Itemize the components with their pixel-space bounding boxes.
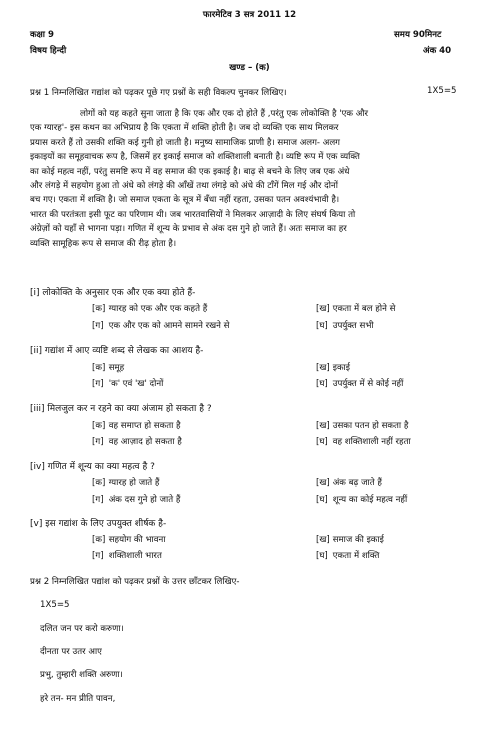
option-kha: [ख] समाज की इकाई xyxy=(316,535,384,545)
section-heading: खण्ड – (क) xyxy=(229,63,270,73)
q2-prompt: प्रश्न 2 निम्नलिखित पद्यांश को पढ़कर प्रश्नों के उत्तर छाँटकर लिखिए- xyxy=(30,577,240,587)
option-gha: [घ] शून्य का कोई महत्व नहीं xyxy=(316,495,408,505)
subject-label: विषय हिन्दी xyxy=(30,46,67,56)
poem-line: प्रभु, तुम्हारी शक्ति अरुणा। xyxy=(40,670,123,680)
q1-marks: 1X5=5 xyxy=(427,86,457,96)
option-ka: [क] वह समाप्त हो सकता है xyxy=(92,421,181,431)
passage-line: एक ग्यारह'- इस कथन का अभिप्राय है कि एकता में शक्ति होती है। जब दो व्यक्ति एक साथ मिलकर xyxy=(30,123,339,134)
passage-line: व्यक्ति सामूहिक रूप से समाज की रीढ़ होता है। xyxy=(30,238,177,249)
passage-line: इकाइयों का समूहवाचक रूप है, जिसमें हर इकाई समाज को शक्तिशाली बनाती है। व्यष्टि रूप में एक व्यक्ति xyxy=(30,152,360,163)
question-iii: [iii] मिलजुल कर न रहने का क्या अंजाम हो सकता है ? xyxy=(30,404,212,414)
passage-line: अंग्रेज़ों को यहाँ से भागना पड़ा। गणित में शून्य के प्रभाव से अंक दस गुने हो जाते हैं। अतः समाज का हर xyxy=(30,224,347,235)
option-kha: [ख] उसका पतन हो सकता है xyxy=(316,421,409,431)
option-ka: [क] ग्यारह को एक और एक कहते हैं xyxy=(92,304,208,314)
option-kha: [ख] एकता में बल होने से xyxy=(316,304,396,314)
question-ii: [ii] गद्यांश में आए व्यष्टि शब्द से लेखक का आशय है- xyxy=(30,346,204,356)
option-ga: [ग] वह आज़ाद हो सकता है xyxy=(92,437,182,447)
option-ga: [ग] 'क' एवं 'ख' दोनों xyxy=(92,379,164,389)
option-gha: [घ] वह शक्तिशाली नहीं रहता xyxy=(316,437,411,447)
passage-line: और लंगड़े में सहयोग हुआ तो अंधे को लंगड़े की आँखें तथा लंगड़े को अंधे की टाँगें मिल गई और दोनों xyxy=(30,181,338,192)
option-ka: [क] समूह xyxy=(92,363,125,373)
q1-passage xyxy=(30,107,368,251)
option-ka: [क] सहयोग की भावना xyxy=(92,535,166,545)
time-label: समय 90मिनट xyxy=(394,30,442,40)
option-ka: [क] ग्यारह हो जाते हैं xyxy=(92,478,160,488)
passage-line: भारत की परतंत्रता इसी फूट का परिणाम थी। जब भारतवासियों ने मिलकर आज़ादी के लिए संघर्ष किया तो xyxy=(30,209,356,220)
option-ga: [ग] अंक दस गुने हो जाते हैं xyxy=(92,495,181,505)
marks-label: अंक 40 xyxy=(423,46,452,56)
poem-line: दलित जन पर करो करुणा। xyxy=(40,624,124,634)
option-ga: [ग] एक और एक को आमने सामने रखने से xyxy=(92,321,230,331)
question-iv: [iv] गणित में शून्य का क्या महत्व है ? xyxy=(30,462,155,472)
option-kha: [ख] इकाई xyxy=(316,363,350,373)
q2-marks: 1X5=5 xyxy=(40,600,70,610)
passage-line: लोगों को यह कहते सुना जाता है कि एक और एक दो होते हैं ,परंतु एक लोकोक्ति है 'एक और xyxy=(80,109,368,119)
option-gha: [घ] एकता में शक्ति xyxy=(316,551,380,561)
passage-line: का कोई महत्व नहीं, परंतु समष्टि रूप में वह समाज की एक इकाई है। बाढ़ से बचने के लिए जब एक अंधे xyxy=(30,166,350,177)
poem-line: हरे तन- मन प्रीति पावन, xyxy=(40,694,116,704)
exam-title: फारमेटिव 3 सत्र 2011 12 xyxy=(202,10,297,20)
question-v: [v] इस गद्यांश के लिए उपयुक्त शीर्षक है- xyxy=(30,519,167,529)
passage-line: प्रयास करते हैं तो उसकी शक्ति कई गुनी हो जाती है। मनुष्य सामाजिक प्राणी है। समाज अलग- अलग xyxy=(30,137,340,148)
passage-line: बच गए। एकता में शक्ति है। जो समाज एकता के सूत्र में बँधा नहीं रहता, उसका पतन अवश्यंभावी है। xyxy=(30,195,340,206)
poem-line: दीनता पर उतर आए xyxy=(40,647,102,657)
class-label: कक्षा 9 xyxy=(30,30,54,40)
q1-prompt: प्रश्न 1 निम्नलिखित गद्यांश को पढ़कर पूछे गए प्रश्नों के सही विकल्प चुनकर लिखिए। xyxy=(30,88,287,98)
option-gha: [घ] उपर्युक्त सभी xyxy=(316,321,374,331)
option-gha: [घ] उपर्युक्त में से कोई नहीं xyxy=(316,379,404,389)
option-kha: [ख] अंक बढ़ जाते हैं xyxy=(316,478,382,488)
option-ga: [ग] शक्तिशाली भारत xyxy=(92,551,162,561)
question-i: [i] लोकोक्ति के अनुसार एक और एक क्या होते हैं- xyxy=(30,288,196,298)
